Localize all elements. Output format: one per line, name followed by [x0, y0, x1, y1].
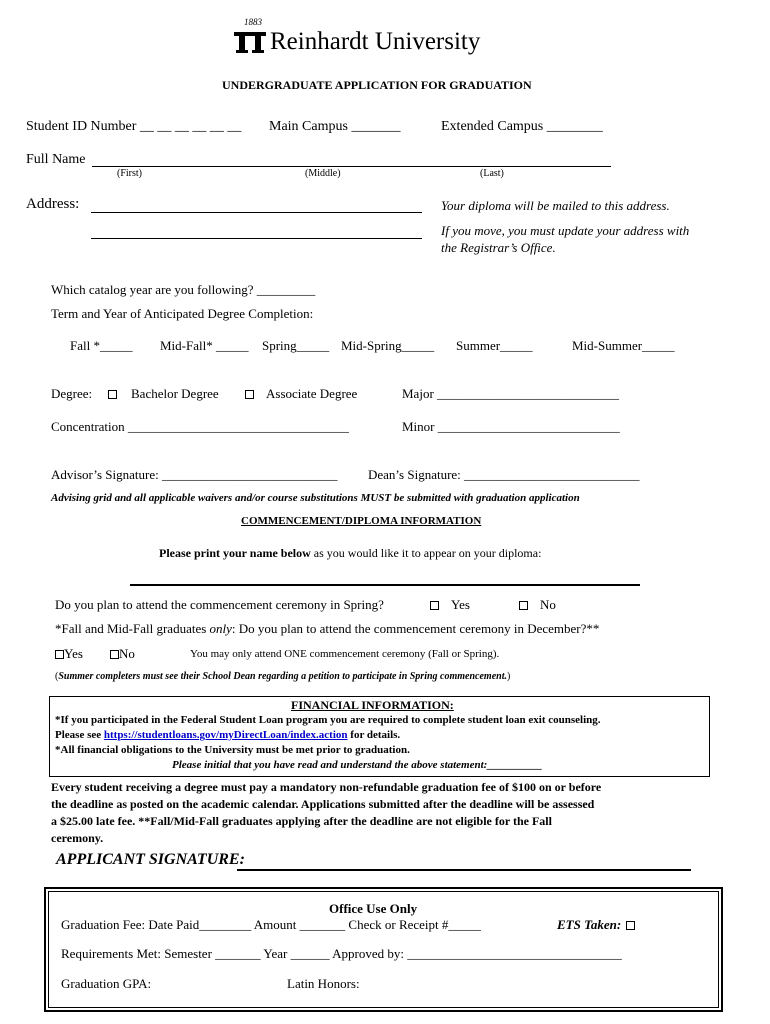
summer-note-text: Summer completers must see their School Dean regarding a petition to participate in Spring commencement.	[58, 671, 507, 682]
spring-ceremony-question: Do you plan to attend the commencement ceremony in Spring?	[55, 597, 384, 612]
catalog-year-field[interactable]: Which catalog year are you following? _________	[51, 282, 316, 297]
concentration-field[interactable]: Concentration __________________________________	[51, 419, 349, 434]
term-question: Term and Year of Anticipated Degree Completion:	[51, 306, 314, 321]
checkbox-icon[interactable]	[626, 921, 635, 930]
december-yes-option[interactable]	[55, 646, 83, 662]
loan-link-prefix: Please see	[55, 729, 104, 741]
university-mark-icon	[234, 30, 266, 54]
december-no-option[interactable]	[110, 646, 135, 662]
paren-close: )	[506, 671, 511, 682]
paren-open: (	[55, 671, 59, 682]
office-use-heading: Office Use Only	[329, 901, 418, 916]
spring-no-option[interactable]	[519, 597, 556, 613]
term-summer[interactable]: Summer_____	[456, 338, 533, 353]
diploma-name-line[interactable]	[130, 584, 640, 586]
applicant-signature-label: APPLICANT SIGNATURE:	[56, 851, 245, 868]
checkbox-icon[interactable]	[108, 390, 117, 399]
spring-yes-option[interactable]	[430, 597, 470, 613]
summer-completers-note	[55, 671, 510, 682]
term-mid-fall[interactable]: Mid-Fall* _____	[160, 338, 249, 353]
associate-degree-label: Associate Degree	[266, 386, 358, 401]
checkbox-icon[interactable]	[245, 390, 254, 399]
term-mid-spring[interactable]: Mid-Spring_____	[341, 338, 435, 353]
diploma-mail-note: Your diploma will be mailed to this address.	[441, 198, 670, 213]
first-name-caption: (First)	[117, 168, 142, 179]
middle-name-caption: (Middle)	[305, 168, 341, 179]
checkbox-icon[interactable]	[430, 601, 439, 610]
december-question-part-1: *Fall and Mid-Fall graduates	[55, 621, 210, 636]
founding-year: 1883	[244, 17, 262, 27]
december-question-part-2: : Do you plan to attend the commencement ceremony in December?**	[231, 621, 600, 636]
major-field[interactable]: Major ____________________________	[402, 386, 620, 401]
address-line-2[interactable]	[91, 238, 422, 239]
ets-taken-label: ETS Taken:	[557, 917, 622, 932]
bachelor-degree-option[interactable]	[108, 386, 219, 402]
full-name-line[interactable]	[92, 166, 611, 167]
main-campus-field[interactable]: Main Campus _______	[269, 119, 401, 134]
university-name: Reinhardt University	[270, 28, 481, 55]
minor-field[interactable]: Minor ____________________________	[402, 419, 620, 434]
loan-counseling-note: *If you participated in the Federal Student Loan program you are required to complete student loan exit counseling.	[55, 714, 601, 726]
print-name-instruction	[159, 546, 541, 561]
student-id-field[interactable]: Student ID Number __ __ __ __ __ __	[26, 119, 242, 134]
latin-honors-field[interactable]: Latin Honors:	[287, 976, 360, 991]
initial-statement-text: Please initial that you have read and understand the above statement:	[172, 759, 488, 771]
full-name-label: Full Name	[26, 152, 86, 167]
dean-signature-field[interactable]: Dean’s Signature: ___________________________	[368, 467, 640, 482]
commencement-heading	[241, 515, 481, 527]
checkbox-icon[interactable]	[519, 601, 528, 610]
applicant-signature-line[interactable]	[237, 869, 691, 871]
term-spring[interactable]: Spring_____	[262, 338, 330, 353]
spring-yes-label: Yes	[451, 597, 470, 612]
address-update-note-1: If you move, you must update your address with	[441, 223, 690, 238]
checkbox-icon[interactable]	[55, 650, 64, 659]
degree-label: Degree:	[51, 386, 93, 401]
fee-paragraph-line-4: ceremony.	[51, 831, 104, 845]
address-label: Address:	[26, 196, 80, 212]
graduation-fee-row[interactable]: Graduation Fee: Date Paid________ Amount _______ Check or Receipt #_____	[61, 917, 481, 932]
december-yes-label: Yes	[64, 646, 83, 661]
initial-blank[interactable]: __________	[487, 759, 543, 771]
ets-taken-field[interactable]	[557, 917, 639, 933]
financial-obligations-note: *All financial obligations to the University must be met prior to graduation.	[55, 744, 410, 756]
address-line-1[interactable]	[91, 212, 422, 213]
commencement-heading-text: COMMENCEMENT/DIPLOMA INFORMATION	[241, 515, 482, 527]
initial-statement[interactable]	[172, 759, 542, 771]
financial-heading	[291, 698, 454, 713]
bachelor-degree-label: Bachelor Degree	[131, 386, 219, 401]
address-update-note-2: the Registrar’s Office.	[441, 240, 556, 255]
student-loans-link[interactable]: https://studentloans.gov/myDirectLoan/index.action	[103, 729, 348, 741]
graduation-gpa-field[interactable]: Graduation GPA:	[61, 976, 152, 991]
requirements-met-row[interactable]: Requirements Met: Semester _______ Year ______ Approved by: _________________________________	[61, 946, 622, 961]
fee-paragraph-line-3: a $25.00 late fee. **Fall/Mid-Fall graduates applying after the deadline are not eligible for the Fall	[51, 814, 552, 828]
extended-campus-field[interactable]: Extended Campus ________	[441, 119, 603, 134]
associate-degree-option[interactable]	[245, 386, 357, 402]
checkbox-icon[interactable]	[110, 650, 119, 659]
term-fall[interactable]: Fall *_____	[70, 338, 133, 353]
fee-paragraph-line-2: the deadline as posted on the academic calendar. Applications submitted after the deadline will be assessed	[51, 797, 595, 811]
print-name-rest: as you would like it to appear on your diploma:	[310, 546, 542, 560]
financial-heading-text: FINANCIAL INFORMATION:	[291, 698, 454, 712]
loan-link-line	[55, 729, 400, 741]
term-mid-summer[interactable]: Mid-Summer_____	[572, 338, 675, 353]
december-question-only: only	[209, 621, 232, 636]
last-name-caption: (Last)	[480, 168, 504, 179]
december-ceremony-question	[55, 621, 599, 637]
one-ceremony-note: You may only attend ONE commencement ceremony (Fall or Spring).	[190, 648, 500, 660]
spring-no-label: No	[540, 597, 556, 612]
print-name-bold: Please print your name below	[159, 546, 311, 560]
loan-link-suffix: for details.	[347, 729, 401, 741]
advisor-signature-field[interactable]: Advisor’s Signature: ___________________________	[51, 467, 338, 482]
december-no-label: No	[119, 646, 135, 661]
fee-paragraph-line-1: Every student receiving a degree must pay a mandatory non-refundable graduation fee of $100 on or before	[51, 780, 602, 794]
advising-note: Advising grid and all applicable waivers and/or course substitutions MUST be submitted with graduation application	[51, 492, 580, 504]
form-title: UNDERGRADUATE APPLICATION FOR GRADUATION	[222, 78, 532, 92]
